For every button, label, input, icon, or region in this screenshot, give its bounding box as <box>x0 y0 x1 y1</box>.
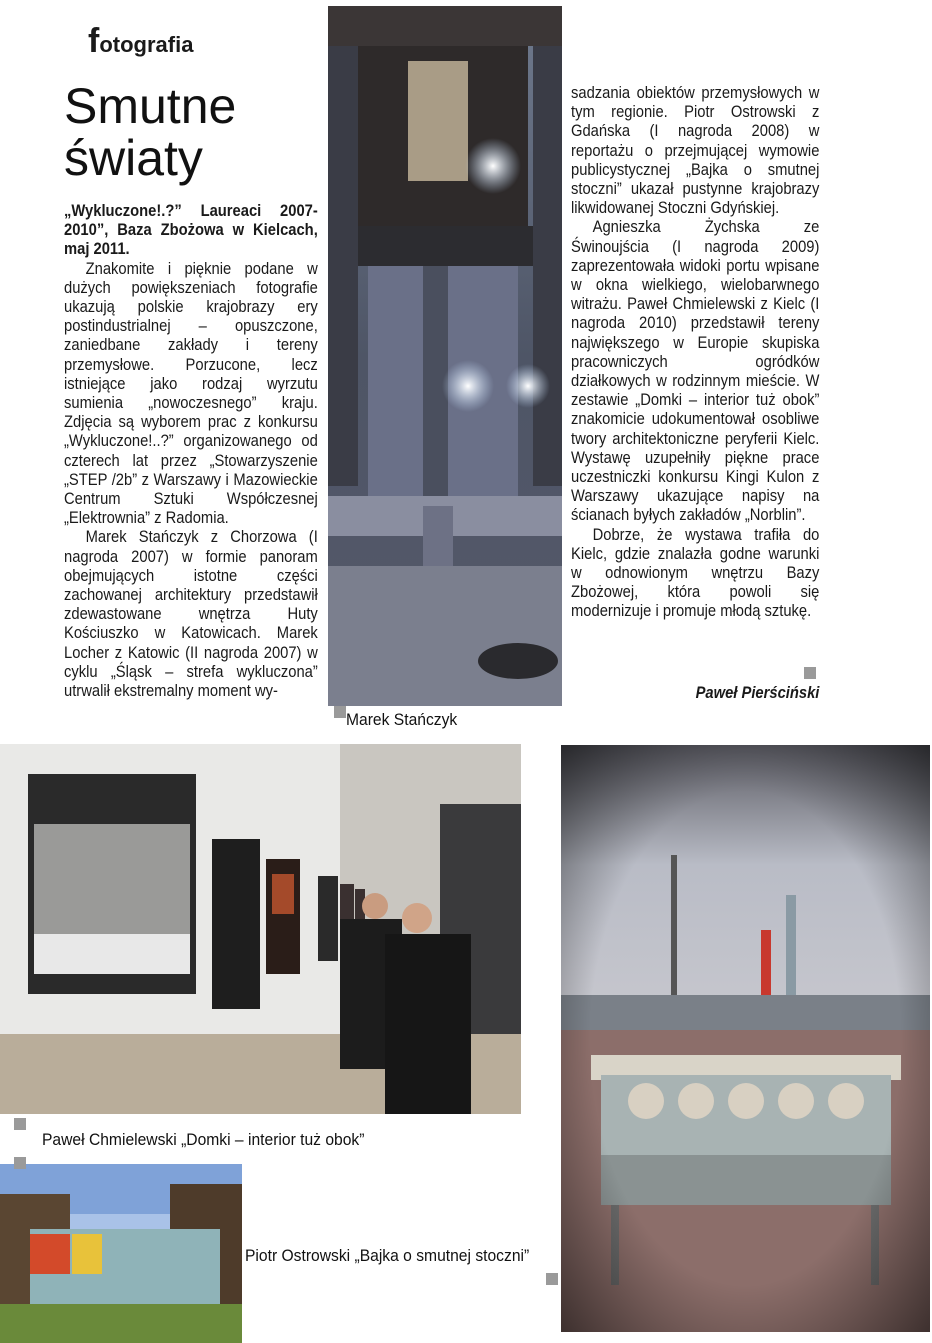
end-marker <box>804 667 816 679</box>
paragraph: Znakomite i pięknie podane w dużych powiększeniach fotografie ukazują polskie krajobrazy ery postindustrialnej – opuszczone, zaniedbane zakłady i tereny przemysłowe. Porzucone, lecz istniejące jako rodzaj wyrzutu sumienia „nowoczesnego” kraju. Zdjęcia są wyborem prac z konkursu „Wykluczone!..?” organizowanego od czterech lat przez „Stowarzyszenie „STEP /2b” z Warszawy i Mazowieckie Centrum Sztuki Współczesnej „Elektrownia” z Radomia. <box>64 259 318 528</box>
caption-photo3: Paweł Chmielewski „Domki – interior tuż obok” <box>42 1130 365 1149</box>
title-line-2: światy <box>64 130 203 186</box>
caption-marker <box>14 1118 26 1130</box>
right-column <box>571 84 819 622</box>
article-lead: „Wykluczone!.?” Laureaci 2007-2010”, Baza Zbożowa w Kielcach, maj 2011. <box>64 202 318 259</box>
left-column <box>64 202 318 701</box>
paragraph: sadzania obiektów przemysłowych w tym regionie. Piotr Ostrowski z Gdańska (I nagroda 2008) w reportażu o przejmującej wymowie publicystycznej „Bajka o smutnej stoczni” ukazał pustynne krajobrazy likwidowanej Stoczni Gdyńskiej. <box>571 84 820 218</box>
title-line-1: Smutne <box>64 78 237 134</box>
caption-photo1: Marek Stańczyk <box>346 710 458 729</box>
photo-exhibition <box>0 744 521 1114</box>
paragraph: Dobrze, że wystawa trafiła do Kielc, gdzie znalazła godne warunki w odnowionym wnętrzu Bazy Zbożowej, która powoli się modernizuje i promuje młodą sztukę. <box>571 525 820 621</box>
caption-marker <box>14 1157 26 1169</box>
paragraph: Marek Stańczyk z Chorzowa (I nagroda 2007) w formie panoram obejmujących istotne części zachowanej architektury przedstawił zdewastowane wnętrza Huty Kościuszko w Katowicach. Marek Locher z Katowic (II nagroda 2007) w cyklu „Śląsk – strefa wykluczona” utrwalił ekstremalny moment wy- <box>64 528 318 701</box>
caption-photo5: Piotr Ostrowski „Bajka o smutnej stoczni” <box>245 1246 530 1265</box>
article-author: Paweł Pierściński <box>695 684 820 702</box>
photo-industrial-interior <box>328 6 562 706</box>
paragraph: Agnieszka Żychska ze Świnoujścia (I nagroda 2009) zaprezentowała widoki portu wpisane w okna wielkiego, wielobarwnego witrażu. Paweł Chmielewski z Kielc (I nagroda 2010) przedstawił tereny największego w Europie skupiska pracowniczych ogródków działkowych w rodzinnym mieście. W zestawie „Domki – interior tuż obok” znakomicie udokumentował osobliwe twory architektoniczne peryferii Kielc. Wystawę uzupełniły piękne prace uczestniczki konkursu Kingi Kulon z Warszawy ukazujące napisy na ścianach byłych zakładów „Norblin”. <box>571 218 820 525</box>
caption-marker <box>546 1273 558 1285</box>
article-title <box>64 80 324 184</box>
photo-cabin <box>0 1164 242 1343</box>
section-label <box>88 22 193 61</box>
caption-marker <box>334 706 346 718</box>
section-name: otografia <box>99 32 194 57</box>
photo-shipyard <box>561 745 930 1332</box>
section-initial: f <box>88 22 100 60</box>
